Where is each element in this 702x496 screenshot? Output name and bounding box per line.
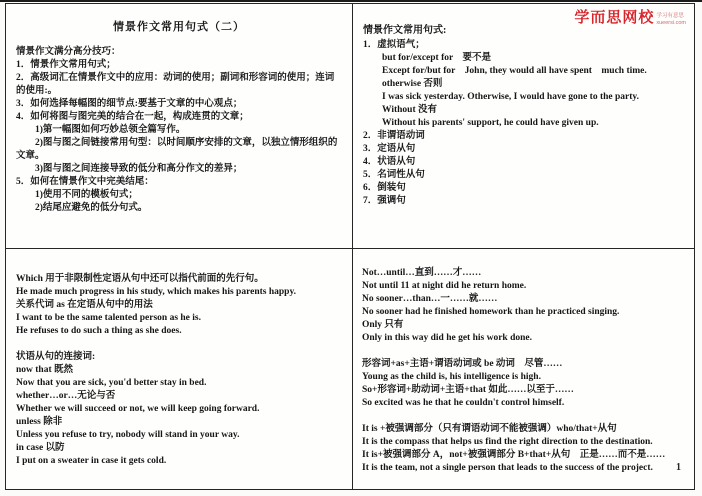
text-line: 5．名词性从句 <box>363 170 425 180</box>
brand-logo <box>574 10 686 26</box>
text-line: 1．虚拟语气； <box>363 40 425 50</box>
text-line: I was sick yesterday. Otherwise, I would have gone to the party. <box>363 92 640 102</box>
text-line: unless 除非 <box>16 417 63 427</box>
slide-sentence-patterns <box>353 4 694 249</box>
text-line: It is+被强调部分 A，not+被强调部分 B+that+从句 正是……而不是…… <box>362 450 666 460</box>
text-line: He refuses to do such a thing as she does. <box>16 326 182 336</box>
text-line <box>362 345 691 358</box>
text-line: 5．如何在情景作文中完美结尾： <box>16 177 154 187</box>
text-line: 2)结尾应避免的低分句式。 <box>16 203 148 213</box>
text-line: 关系代词 as 在定语从句中的用法 <box>16 300 153 310</box>
text-line: So+形容词+助动词+主语+that 如此……以至于…… <box>362 385 574 395</box>
scan-edge-line <box>0 0 702 2</box>
text-line: whether…or…无论与否 <box>16 391 116 401</box>
text-line: 状语从句的连接词: <box>16 352 96 362</box>
text-line: So excited was he that he couldn't control himself. <box>362 398 565 408</box>
text-line: 7．强调句 <box>363 196 406 206</box>
text-line: No sooner…than…一……就…… <box>362 294 498 304</box>
slide-title: 情景作文常用句式（二） <box>113 21 245 33</box>
text-line: I put on a sweater in case it gets cold. <box>16 456 167 466</box>
slide-heading: 情景作文常用句式: <box>363 25 447 36</box>
text-line: 2．高级词汇在情景作文中的应用：动词的使用；副词和形容词的使用；连词的使用:。 <box>16 73 335 96</box>
slide-outline-body <box>16 46 342 215</box>
slide-attributive-clauses <box>6 249 353 489</box>
text-line: Except for/but for John, they would all have spent much time. <box>363 66 647 76</box>
slide-inversion-emphasis <box>353 249 694 489</box>
brand-tagline: 学习有意思 <box>656 13 684 19</box>
text-line: Not until 11 at night did he return home. <box>362 281 527 291</box>
text-line <box>16 338 348 351</box>
text-line: Only in this way did he get his work done. <box>362 333 532 343</box>
text-line: Unless you refuse to try, nobody will stand in your way. <box>16 430 240 440</box>
text-line: Which 用于非限制性定语从句中还可以指代前面的先行句。 <box>16 274 264 284</box>
text-line: in case 以防 <box>16 443 65 453</box>
text-line: 1．情景作文常用句式； <box>16 60 116 70</box>
text-line: 形容词+as+主语+谓语动词或 be 动词 尽管…… <box>362 359 563 369</box>
brand-domain: xueersi.com <box>656 19 686 26</box>
text-line: 2)图与图之间链接常用句型：以时间顺序安排的文章，以独立情形组织的文章。 <box>16 138 338 161</box>
text-line: but for/except for 要不是 <box>363 53 492 63</box>
slide-outline <box>6 4 353 249</box>
text-line: It is +被强调部分（只有谓语动词不能被强调）who/that+从句 <box>362 424 617 434</box>
text-line: otherwise 否则 <box>363 79 443 89</box>
text-line: 3．定语从句 <box>363 144 416 154</box>
text-line: 3．如何选择每幅图的细节点:要基于文章的中心观点； <box>16 99 243 109</box>
text-line: It is the team, not a single person that leads to the success of the project. <box>362 463 653 473</box>
text-line: Without his parents' support, he could have given up. <box>363 118 599 128</box>
text-line <box>362 410 691 423</box>
text-line: Without 没有 <box>363 105 437 115</box>
brand-tagline-block <box>656 13 686 26</box>
text-line: 4．如何将图与图完美的结合在一起，构成连贯的文章； <box>16 112 249 122</box>
text-line: 3)图与图之间连接导致的低分和高分作文的差异； <box>16 164 243 174</box>
slides-grid <box>5 3 695 490</box>
slide-attributive-body <box>16 273 348 468</box>
slide-inversion-body <box>362 267 691 475</box>
text-line: Only 只有 <box>362 320 404 330</box>
text-line: It is the compass that helps us find the right direction to the destination. <box>362 437 653 447</box>
text-line: Now that you are sick, you'd better stay in bed. <box>16 378 207 388</box>
text-line: Whether we will succeed or not, we will keep going forward. <box>16 404 260 414</box>
text-line: No sooner had he finished homework than he practiced singing. <box>362 307 620 317</box>
text-line: Young as the child is, his intelligence is high. <box>362 372 541 382</box>
text-line: Not…until…直到……才…… <box>362 268 482 278</box>
text-line: I want to be the same talented person as he is. <box>16 313 201 323</box>
text-line: He made much progress in his study, which makes his parents happy. <box>16 287 297 297</box>
page-number: 1 <box>676 462 681 473</box>
text-line: 情景作文满分高分技巧： <box>16 47 121 57</box>
text-line: 1)使用不同的模板句式； <box>16 190 138 200</box>
text-line: 4．状语从句 <box>363 157 416 167</box>
text-line: 2．非谓语动词 <box>363 131 425 141</box>
slide-sentence-patterns-body <box>363 39 690 208</box>
brand-wordmark: 学而思网校 <box>574 9 655 26</box>
text-line: now that 既然 <box>16 365 74 375</box>
text-line: 1)第一幅图如何巧妙总领全篇写作。 <box>16 125 186 135</box>
text-line: 6．倒装句 <box>363 183 406 193</box>
